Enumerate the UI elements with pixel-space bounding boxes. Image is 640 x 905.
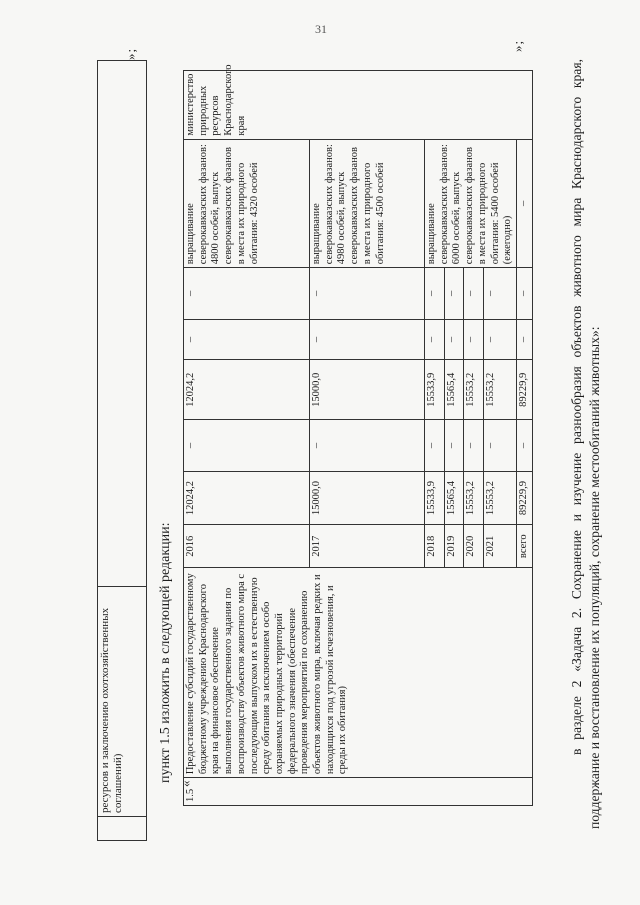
budget-cell: – (444, 420, 464, 471)
year-cell: 2017 (310, 525, 425, 568)
budget-cell: – (184, 268, 310, 319)
table-spacer (532, 139, 533, 568)
budget-cell: – (464, 319, 484, 360)
year-cell: 2018 (425, 525, 445, 568)
budget-cell: – (425, 420, 445, 471)
budget-cell: – (310, 268, 425, 319)
previous-row-text: ресурсов и заключению охотхозяйственных соглашений) (98, 587, 147, 817)
page-number: 31 (315, 22, 327, 36)
amendment-heading: пункт 1.5 изложить в следующей редакции: (158, 522, 173, 783)
budget-cell: – (425, 319, 445, 360)
budget-cell: – (483, 268, 516, 319)
item-description: Предоставление субсидий государственному бюджетному учреждению Краснодарского края на финансовое обеспечение выполнения государственного задания по воспроизводству объектов животного мира с последующим выпуском их в естественную среду обитания за исключением особо охраняемых природных территорий федерального значения (обеспечение проведения мероприятий по сохранению объектов животного мира, включая редких и находящихся под угрозой исчезновения, и среды их обитания) (184, 568, 533, 778)
regional-budget-cell: 15565,4 (444, 360, 464, 420)
closing-quote: »; (123, 47, 138, 60)
budget-cell: – (516, 420, 532, 471)
section-2-paragraph (568, 59, 604, 829)
table-row (184, 71, 310, 806)
executor-cell: министерство природных ресурсов Краснодарского края (184, 71, 533, 140)
table-row (98, 61, 147, 841)
budget-cell: – (444, 268, 464, 319)
budget-cell: – (310, 420, 425, 471)
total-label: всего (516, 525, 532, 568)
previous-item-table (97, 60, 147, 841)
total-cell: 15533,9 (425, 471, 445, 525)
total-cell: 15553,2 (483, 471, 516, 525)
regional-budget-cell: 89229,9 (516, 360, 532, 420)
budget-cell: – (310, 319, 425, 360)
budget-cell: – (483, 420, 516, 471)
regional-budget-cell: 15000,0 (310, 360, 425, 420)
year-cell: 2021 (483, 525, 516, 568)
regional-budget-cell: 15553,2 (464, 360, 484, 420)
total-cell: 12024,2 (184, 471, 310, 525)
year-cell: 2020 (464, 525, 484, 568)
year-cell: 2019 (444, 525, 464, 568)
paragraph-line: поддержание и восстановление их популяций, сохранение местообитаний животных»: (587, 326, 602, 829)
result-cell: выращивание северокавказских фазанов: 4980 особей, выпуск северокавказских фазанов в места их природного обитания: 4500 особей (310, 139, 425, 268)
budget-cell: – (516, 268, 532, 319)
opening-quote: « (178, 780, 193, 787)
budget-cell: – (464, 268, 484, 319)
budget-cell: – (184, 319, 310, 360)
budget-cell: – (444, 319, 464, 360)
regional-budget-cell: 15553,2 (483, 360, 516, 420)
table-cell (98, 61, 147, 587)
year-cell: 2016 (184, 525, 310, 568)
total-cell: 15000,0 (310, 471, 425, 525)
budget-cell: – (464, 420, 484, 471)
budget-cell: – (483, 319, 516, 360)
result-cell: – (516, 139, 532, 268)
result-cell: выращивание северокавказских фазанов: 6000 особей, выпуск северокавказских фазанов в места их природного обитания: 5400 особей (ежегодно) (425, 139, 517, 268)
regional-budget-cell: 15533,9 (425, 360, 445, 420)
total-cell: 15553,2 (464, 471, 484, 525)
table-cell (98, 817, 147, 841)
total-cell: 15565,4 (444, 471, 464, 525)
paragraph-line: в разделе 2 «Задача 2. Сохранение и изучение разнообразия объектов животного мира Краснодарского края, (569, 59, 584, 755)
result-cell: выращивание северокавказских фазанов: 4800 особей, выпуск северокавказских фазанов в места их природного обитания: 4320 особей (184, 139, 310, 268)
total-cell: 89229,9 (516, 471, 532, 525)
budget-cell: – (516, 319, 532, 360)
closing-quote: »; (510, 39, 525, 52)
item-1-5-table (183, 64, 533, 806)
regional-budget-cell: 12024,2 (184, 360, 310, 420)
budget-cell: – (184, 420, 310, 471)
item-number: 1.5 (184, 778, 533, 806)
budget-cell: – (425, 268, 445, 319)
